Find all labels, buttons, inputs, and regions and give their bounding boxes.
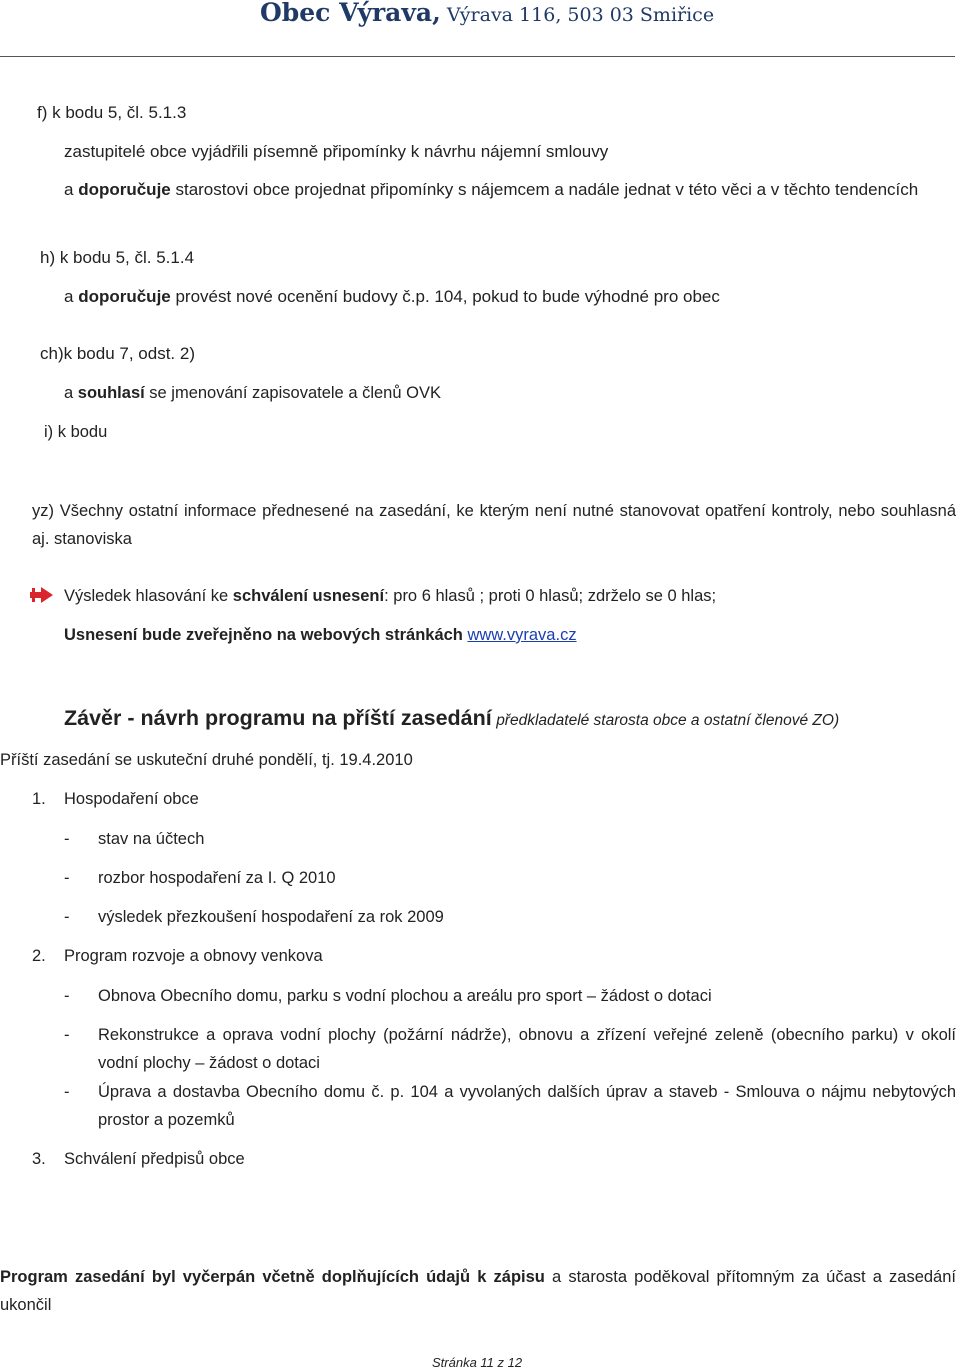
item-h-label: h) k bodu 5, čl. 5.1.4	[40, 248, 195, 267]
municipality-address: Výrava 116, 503 03 Smiřice	[440, 4, 715, 26]
item-ch-keyword: souhlasí	[77, 384, 145, 402]
municipality-name: Obec Výrava,	[260, 0, 441, 27]
page-number: Stránka 11 z 12	[432, 1355, 523, 1370]
program-item-title: Schválení předpisů obce	[64, 1150, 245, 1168]
arrow-right-icon	[30, 587, 54, 603]
website-link[interactable]: www.vyrava.cz	[467, 626, 577, 644]
program-item-number: 3.	[32, 1150, 46, 1168]
program-item-title: Hospodaření obce	[64, 790, 199, 808]
item-f-post: starostovi obce projednat připomínky s nájemcem a nadále jednat v této věci a v těchto tendencích	[170, 180, 919, 199]
item-f-pre: a	[64, 180, 79, 199]
conclusion-title: Závěr - návrh programu na příští zasedání	[64, 706, 492, 730]
program-item-number: 1.	[32, 790, 46, 808]
vote-counts: : pro 6 hlasů ; proti 0 hlasů; zdrželo se 0 hlas;	[384, 587, 717, 605]
sub-bullet: -	[64, 1083, 70, 1101]
item-f-keyword: doporučuje	[78, 180, 171, 199]
sub-item: výsledek přezkoušení hospodaření za rok 2009	[98, 908, 444, 926]
item-ch-label: ch)k bodu 7, odst. 2)	[40, 344, 195, 363]
header-divider	[0, 56, 955, 57]
sub-item: stav na účtech	[98, 830, 205, 848]
sub-bullet: -	[64, 987, 70, 1005]
program-item-title: Program rozvoje a obnovy venkova	[64, 947, 323, 965]
item-i-label: i) k bodu	[44, 423, 108, 441]
item-f-line2	[64, 176, 956, 204]
item-f-label: f) k bodu 5, čl. 5.1.3	[37, 103, 187, 122]
item-h-post: provést nové ocenění budovy č.p. 104, pokud to bude výhodné pro obec	[170, 287, 720, 306]
sub-bullet: -	[64, 869, 70, 887]
vote-pre: Výsledek hlasování ke	[64, 587, 233, 605]
item-h-line	[64, 283, 720, 311]
item-h-pre: a	[64, 287, 79, 306]
vote-result	[64, 582, 716, 610]
closing-bold: Program zasedání byl vyčerpán včetně doplňujících údajů k zápisu	[0, 1268, 545, 1286]
item-f-line1: zastupitelé obce vyjádřili písemně připomínky k návrhu nájemní smlouvy	[64, 142, 609, 161]
sub-item: Úprava a dostavba Obecního domu č. p. 104 a vyvolaných dalších úprav a staveb - Smlouva o nájmu nebytových prostor a pozemků	[98, 1083, 956, 1129]
sub-bullet: -	[64, 1026, 70, 1044]
sub-item: Obnova Obecního domu, parku s vodní plochou a areálu pro sport – žádost o dotaci	[98, 987, 712, 1005]
item-yz-text: yz) Všechny ostatní informace přednesené na zasedání, ke kterým není nutné stanovovat opatření kontroly, nebo souhlasná aj. stanoviska	[32, 502, 956, 548]
conclusion-presenters: předkladatelé starosta obce a ostatní členové ZO)	[496, 712, 840, 729]
next-meeting: Příští zasedání se uskuteční druhé pondělí, tj. 19.4.2010	[0, 751, 413, 769]
item-h-keyword: doporučuje	[78, 287, 171, 306]
item-ch-line	[64, 379, 441, 407]
item-ch-pre: a	[64, 384, 78, 402]
sub-item: Rekonstrukce a oprava vodní plochy (požární nádrže), obnovu a zřízení veřejné zeleně (obecního parku) v okolí vodní plochy – žádost o dotaci	[98, 1026, 956, 1072]
publish-note	[64, 621, 577, 649]
closing-statement	[0, 1263, 956, 1319]
sub-bullet: -	[64, 908, 70, 926]
item-ch-post: se jmenování zapisovatele a členů OVK	[144, 384, 441, 402]
page-header	[260, 0, 714, 27]
publish-text: Usnesení bude zveřejněno na webových stránkách	[64, 626, 468, 644]
vote-keyword: schválení usnesení	[232, 587, 385, 605]
sub-item: rozbor hospodaření za I. Q 2010	[98, 869, 336, 887]
conclusion-heading	[64, 703, 839, 736]
closing-rest: a starosta poděkoval přítomným za účast a zasedání ukončil	[0, 1268, 956, 1314]
sub-bullet: -	[64, 830, 70, 848]
program-item-number: 2.	[32, 947, 46, 965]
